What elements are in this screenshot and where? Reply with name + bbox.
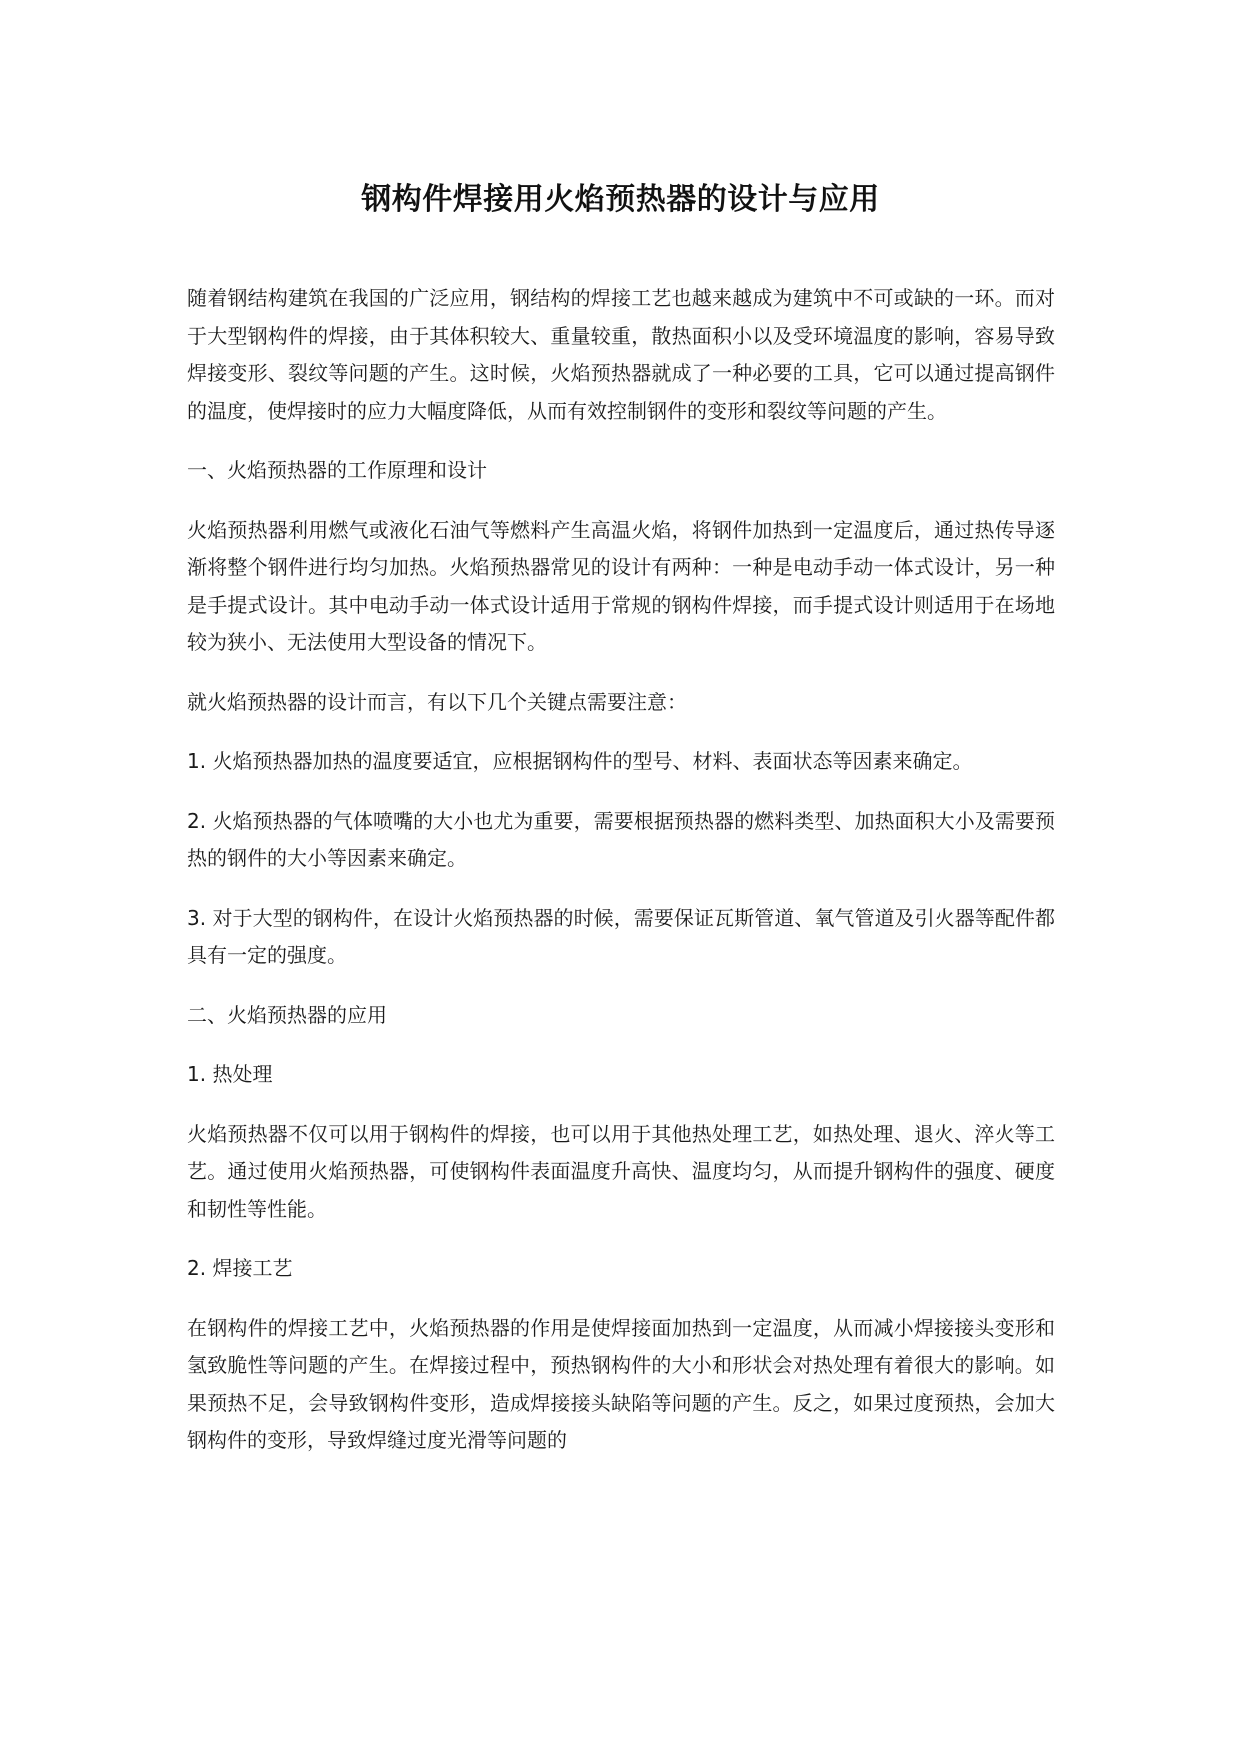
subheading-welding-process: 2. 焊接工艺: [187, 1256, 293, 1280]
section-heading-application: 二、火焰预热器的应用: [187, 1002, 387, 1027]
paragraph-intro: 随着钢结构建筑在我国的广泛应用，钢结构的焊接工艺也越来越成为建筑中不可或缺的一环。而对于大型钢构件的焊接，由于其体积较大、重量较重，散热面积小以及受环境温度的影响，容易导致焊接变形、裂纹等问题的产生。这时候，火焰预热器就成了一种必要的工具，它可以通过提高钢件的温度，使焊接时的应力大幅度降低，从而有效控制钢件的变形和裂纹等问题的产生。: [187, 286, 1055, 423]
document-body: [187, 280, 1055, 1482]
document-title: 钢构件焊接用火焰预热器的设计与应用: [361, 182, 880, 217]
paragraph-principle: 火焰预热器利用燃气或液化石油气等燃料产生高温火焰，将钢件加热到一定温度后，通过热传导逐渐将整个钢件进行均匀加热。火焰预热器常见的设计有两种：一种是电动手动一体式设计，另一种是手提式设计。其中电动手动一体式设计适用于常规的钢构件焊接，而手提式设计则适用于在场地较为狭小、无法使用大型设备的情况下。: [187, 517, 1055, 654]
paragraph-heat-treatment: 火焰预热器不仅可以用于钢构件的焊接，也可以用于其他热处理工艺，如热处理、退火、淬火等工艺。通过使用火焰预热器，可使钢构件表面温度升高快、温度均匀，从而提升钢构件的强度、硬度和韧性等性能。: [187, 1121, 1055, 1221]
section-heading-principle-design: 一、火焰预热器的工作原理和设计: [187, 458, 487, 482]
paragraph-design-keypoints-intro: 就火焰预热器的设计而言，有以下几个关键点需要注意：: [187, 689, 687, 714]
list-item-keypoint-1: 1. 火焰预热器加热的温度要适宜，应根据钢构件的型号、材料、表面状态等因素来确定。: [187, 749, 973, 773]
list-item-keypoint-2: 2. 火焰预热器的气体喷嘴的大小也尤为重要，需要根据预热器的燃料类型、加热面积大小及需要预热的钢件的大小等因素来确定。: [187, 808, 1055, 870]
paragraph-welding-process: 在钢构件的焊接工艺中，火焰预热器的作用是使焊接面加热到一定温度，从而减小焊接接头变形和氢致脆性等问题的产生。在焊接过程中，预热钢构件的大小和形状会对热处理有着很大的影响。如果预热不足，会导致钢构件变形，造成焊接接头缺陷等问题的产生。反之，如果过度预热，会加大钢构件的变形，导致焊缝过度光滑等问题的: [187, 1315, 1055, 1452]
list-item-keypoint-3: 3. 对于大型的钢构件，在设计火焰预热器的时候，需要保证瓦斯管道、氧气管道及引火器等配件都具有一定的强度。: [187, 905, 1055, 967]
subheading-heat-treatment: 1. 热处理: [187, 1062, 273, 1086]
